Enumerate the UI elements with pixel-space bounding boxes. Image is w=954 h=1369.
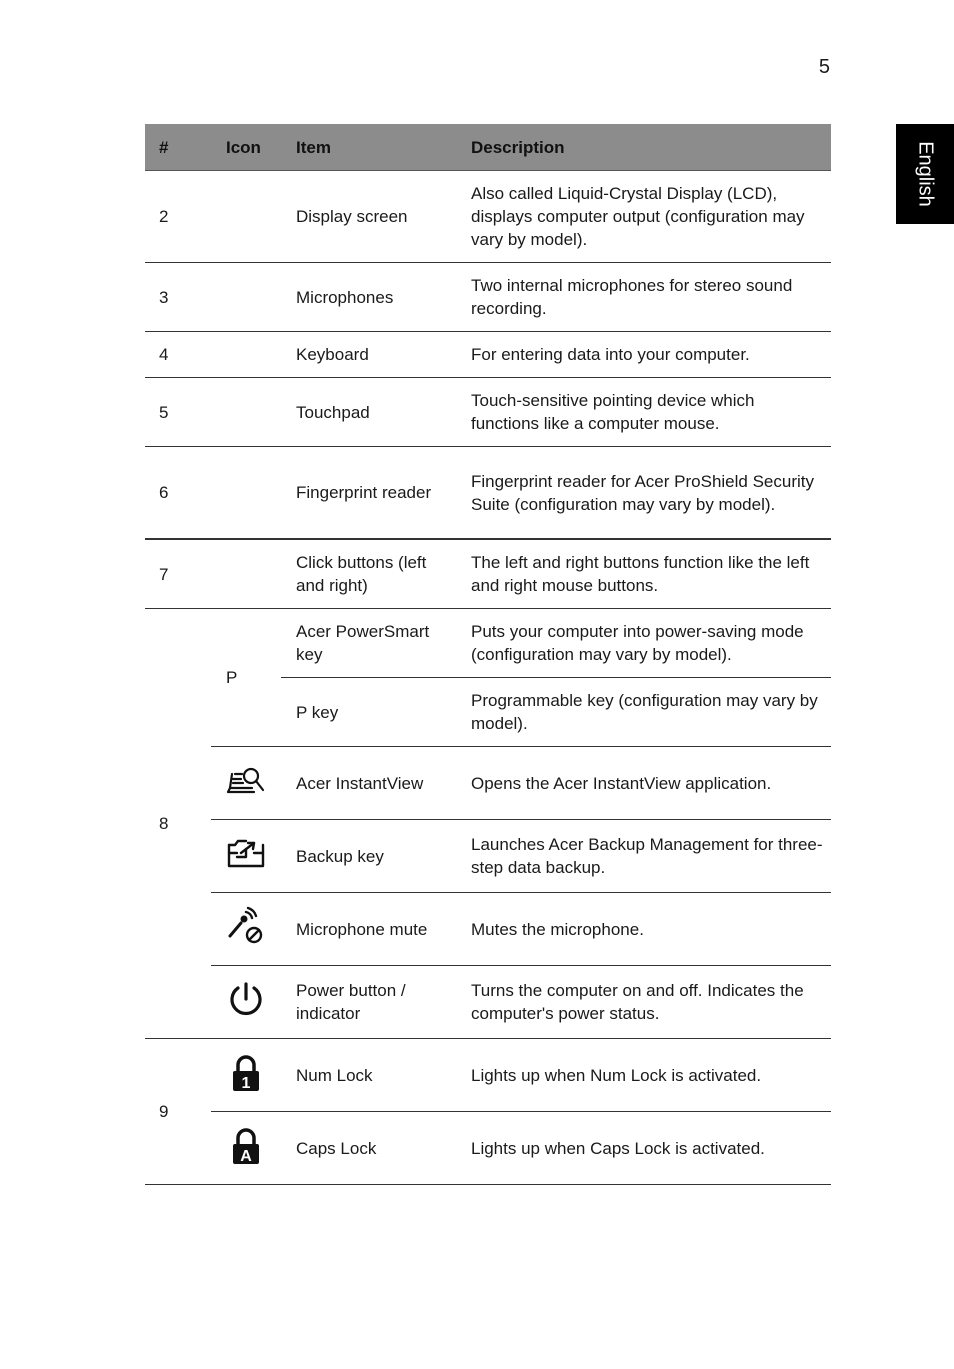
table-row xyxy=(145,170,831,262)
row-num: 5 xyxy=(159,402,169,422)
table-bottom-border xyxy=(145,1184,831,1185)
caps-lock-icon-text: A xyxy=(240,1148,252,1165)
row-item: Acer PowerSmart key xyxy=(296,622,430,664)
row-description: Touch-sensitive pointing device which functions like a computer mouse. xyxy=(471,391,755,433)
group-9-num: 9 xyxy=(159,1102,169,1121)
table-row xyxy=(145,447,831,538)
header-item: Item xyxy=(296,137,331,157)
backup-icon xyxy=(226,833,266,873)
num-lock-icon-text: 1 xyxy=(241,1075,251,1092)
row-description: The left and right buttons function like the left and right mouse buttons. xyxy=(471,553,810,595)
row-description: Puts your computer into power-saving mode (configuration may vary by model). xyxy=(471,622,804,664)
row-item: Touchpad xyxy=(296,402,370,422)
row-item: Acer InstantView xyxy=(296,773,424,793)
table-row xyxy=(145,332,831,377)
header-icon: Icon xyxy=(226,137,261,157)
microphone-mute-icon xyxy=(226,906,266,946)
row-item: Caps Lock xyxy=(296,1138,377,1158)
row-description: For entering data into your computer. xyxy=(471,345,750,364)
row-description: Lights up when Num Lock is activated. xyxy=(471,1065,762,1085)
row-item: Click buttons (left and right) xyxy=(296,553,427,595)
num-lock-icon xyxy=(226,1054,266,1094)
row-item: Backup key xyxy=(296,846,384,866)
row-num: 4 xyxy=(159,345,169,364)
row-item: Power button / indicator xyxy=(296,981,406,1023)
row-item: P key xyxy=(296,702,339,722)
power-icon xyxy=(226,980,266,1020)
page-number: 5 xyxy=(818,56,830,78)
table-row xyxy=(145,540,831,608)
row-num: 3 xyxy=(159,287,169,307)
caps-lock-icon xyxy=(226,1127,266,1167)
group-8-num: 8 xyxy=(159,814,169,833)
row-item: Num Lock xyxy=(296,1065,373,1085)
row-num: 6 xyxy=(159,483,169,502)
row-description: Mutes the microphone. xyxy=(471,919,644,939)
row-item: Microphone mute xyxy=(296,919,428,939)
row-description: Opens the Acer InstantView application. xyxy=(471,773,772,793)
table-row xyxy=(145,378,831,446)
row-item: Display screen xyxy=(296,206,408,226)
row-description: Two internal microphones for stereo sound recording. xyxy=(471,276,793,318)
row-description: Lights up when Caps Lock is activated. xyxy=(471,1138,765,1158)
row-description: Also called Liquid-Crystal Display (LCD), displays computer output (configuration may vary by model). xyxy=(471,183,805,249)
table-row xyxy=(145,263,831,331)
header-num: # xyxy=(159,137,169,157)
row-description: Programmable key (configuration may vary by model). xyxy=(471,691,818,733)
row-description: Launches Acer Backup Management for three-step data backup. xyxy=(471,835,823,877)
row-description: Fingerprint reader for Acer ProShield Security Suite (configuration may vary by model). xyxy=(471,471,814,514)
row-num: 7 xyxy=(159,564,169,584)
row-num: 2 xyxy=(159,206,169,226)
table-header xyxy=(145,124,831,171)
row-item: Microphones xyxy=(296,287,394,307)
language-tab xyxy=(896,124,954,224)
language-tab-label: English xyxy=(914,141,937,207)
header-description: Description xyxy=(471,137,565,157)
row-item: Fingerprint reader xyxy=(296,483,432,502)
p-icon: P xyxy=(226,668,238,687)
row-description: Turns the computer on and off. Indicates the computer's power status. xyxy=(471,981,804,1023)
row-item: Keyboard xyxy=(296,345,369,364)
instantview-icon xyxy=(226,758,266,798)
